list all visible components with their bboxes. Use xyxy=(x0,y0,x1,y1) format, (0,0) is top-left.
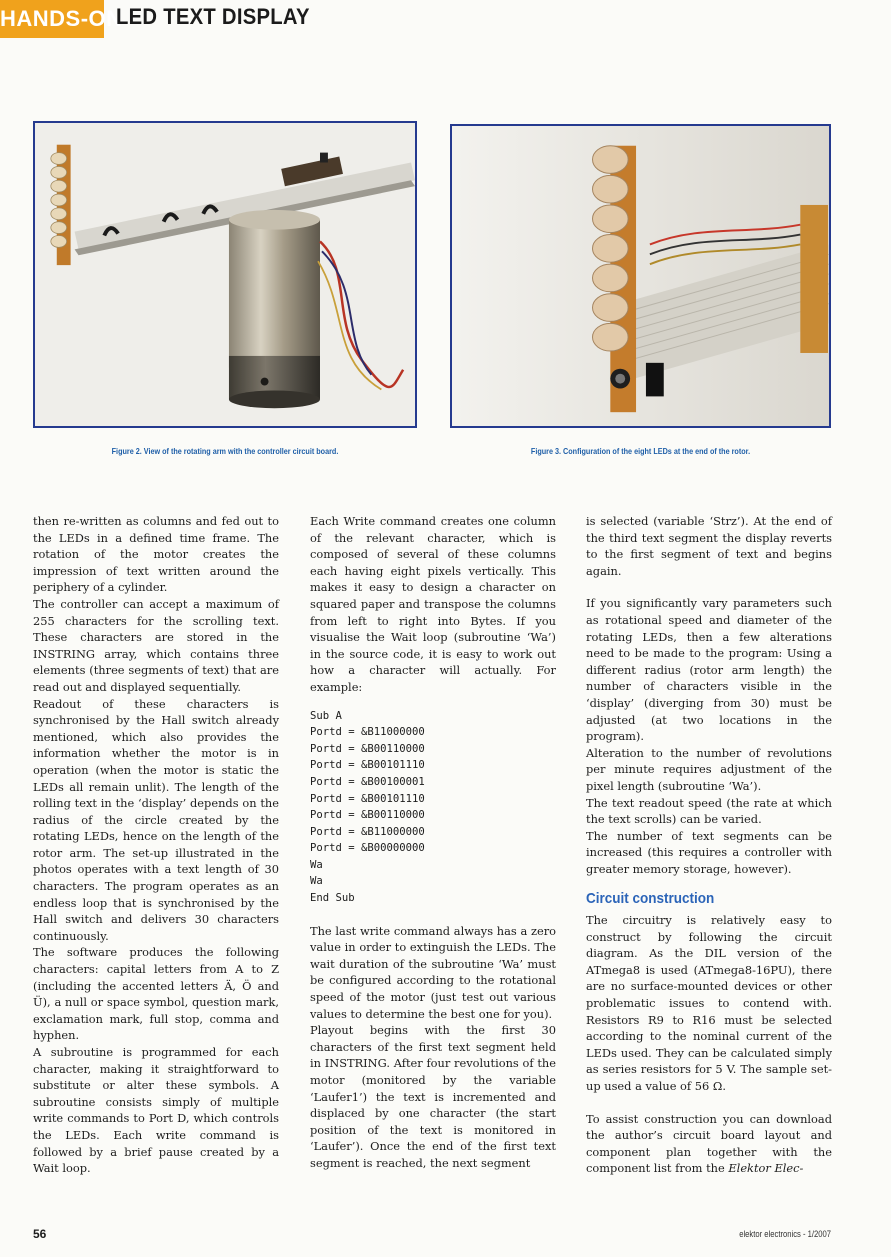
code-line: End Sub xyxy=(310,892,355,905)
text-column-2 xyxy=(310,513,556,1172)
publication-name: Elektor Elec- xyxy=(728,1161,804,1176)
section-tag: HANDS-ON xyxy=(0,0,104,38)
code-line: Portd = &B11000000 xyxy=(310,726,425,739)
text-column-3 xyxy=(586,513,832,1177)
paragraph: Each Write command creates one column of the relevant character, which is composed of several of these columns each having eight pixels vertically. This makes it easy to design a character on squared paper and transpose the columns from left to right into Bytes. If you visualise the Wait loop (subroutine ‘Wa’) in the source code, it is easy to work out how a character will actually. For example: xyxy=(310,514,556,694)
paragraph xyxy=(586,1111,832,1177)
figure-2-label: Figure 2. xyxy=(111,446,142,456)
figure-2-caption-text: View of the rotating arm with the controller circuit board. xyxy=(143,446,339,456)
paragraph: then re-written as columns and fed out to the LEDs in a defined time frame. The rotation of the motor creates the impression of text written around the periphery of a cylinder. xyxy=(33,514,279,595)
figure-2-caption xyxy=(62,446,388,456)
code-line: Portd = &B00101110 xyxy=(310,759,425,772)
code-line: Wa xyxy=(310,875,323,888)
page-number: 56 xyxy=(33,1227,47,1241)
figure-3-caption-text: Configuration of the eight LEDs at the end of the rotor. xyxy=(563,446,751,456)
paragraph: The software produces the following characters: capital letters from A to Z (including the accented letters Ä, Ö and Ü), a null or space symbol, question mark, exclamation mark, full stop, comma and hyphen. xyxy=(33,945,279,1043)
code-line: Portd = &B00110000 xyxy=(310,809,425,822)
paragraph: Readout of these characters is synchronised by the Hall switch already mentioned, which also provides the information whether the motor is in operation (when the motor is static the LEDs all remain unlit). The length of the rolling text in the ‘display’ depends on the radius of the circle created by the rotating LEDs, hence on the length of the rotor arm. The set-up illustrated in the photos operates with a text length of 30 characters. The program operates as an endless loop that is synchronised by the Hall switch and delivers 30 characters continuously. xyxy=(33,696,279,943)
paragraph: Playout begins with the first 30 characters of the first text segment held in INSTRING. After four revolutions of the motor (monitored by the variable ‘Laufer1’) the text is incremented and displaced by one character (the start position of the text is monitored in ‘Laufer’). Once the end of the first text segment is reached, the next segment xyxy=(310,1023,556,1170)
code-line: Portd = &B00110000 xyxy=(310,742,425,755)
paragraph: is selected (variable ‘Strz’). At the end of the third text segment the display reverts to the first segment of text and begins again. xyxy=(586,514,832,578)
paragraph: The number of text segments can be increased (this requires a controller with greater memory storage, however). xyxy=(586,828,832,876)
paragraph: The text readout speed (the rate at which the text scrolls) can be varied. xyxy=(586,795,832,827)
text-column-1 xyxy=(33,513,279,1177)
paragraph: The circuitry is relatively easy to construct by following the circuit diagram. As the DIL version of the ATmega8 is used (ATmega8-16PU), there are no surface-mounted devices or other problematic issues to contend with. Resistors R9 to R16 must be selected according to the nominal current of the LEDs used. They can be calculated simply as series resistors for 5 V. The sample set-up used a value of 56 Ω. xyxy=(586,913,832,1093)
article-title: LED TEXT DISPLAY xyxy=(116,4,310,29)
figure-3-photo xyxy=(450,124,831,428)
magazine-footer: elektor electronics - 1/2007 xyxy=(739,1229,831,1239)
paragraph: Alteration to the number of revolutions per minute requires adjustment of the pixel length (subroutine ‘Wa’). xyxy=(586,745,832,793)
code-line: Portd = &B00000000 xyxy=(310,842,425,855)
section-heading: Circuit construction xyxy=(586,890,715,908)
paragraph-text: To assist construction you can download the author’s circuit board layout and component plan together with the component list from the xyxy=(586,1111,832,1176)
figure-2-photo xyxy=(33,121,417,428)
paragraph: A subroutine is programmed for each character, making it straightforward to substitute or alter these symbols. A subroutine consists simply of multiple write commands to Port D, which controls the LEDs. Each write command is followed by a brief pause created by a Wait loop. xyxy=(33,1045,279,1176)
code-line: Portd = &B00101110 xyxy=(310,792,425,805)
code-line: Portd = &B11000000 xyxy=(310,825,425,838)
figure-3-label: Figure 3. xyxy=(530,446,562,456)
figure-3-caption xyxy=(479,446,803,456)
paragraph: The last write command always has a zero value in order to extinguish the LEDs. The wait duration of the subroutine ‘Wa’ must be configured according to the rotational speed of the motor (just test out various values to determine the best one for you). xyxy=(310,923,556,1021)
code-line: Wa xyxy=(310,858,323,871)
code-line: Sub A xyxy=(310,709,342,722)
paragraph: If you significantly vary parameters such as rotational speed and diameter of the rotating LEDs, then a few alterations need to be made to the program: Using a different radius (rotor arm length) the number of characters visible in the ‘display’ (diverging from 30) must be adjusted (at two locations in the program). xyxy=(586,596,832,744)
code-listing xyxy=(310,708,556,907)
code-line: Portd = &B00100001 xyxy=(310,775,425,788)
paragraph: The controller can accept a maximum of 255 characters for the scrolling text. These characters are stored in the INSTRING array, which contains three elements (three segments of text) that are read out and displayed sequentially. xyxy=(33,596,279,694)
